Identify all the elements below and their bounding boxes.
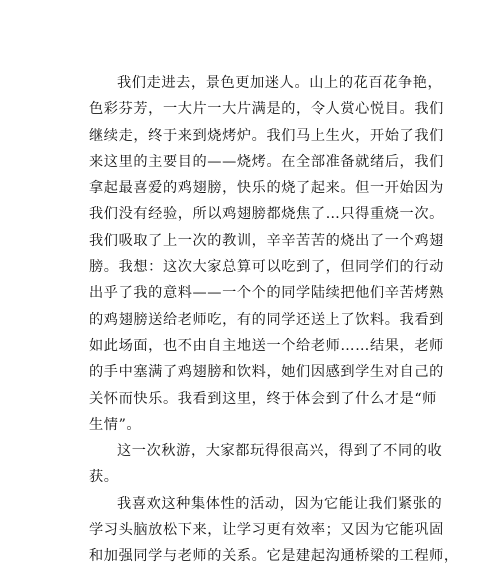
- text-line: 我们吸取了上一次的教训，辛辛苦苦的烧出了一个鸡翅: [89, 232, 444, 249]
- text-line: 关怀而快乐。我看到这里，终于体会到了什么才是“师: [89, 390, 437, 407]
- text-line: 我们走进去，景色更加迷人。山上的花百花争艳，: [117, 75, 443, 91]
- text-line: 我们没有经验，所以鸡翅膀都烧焦了…只得重烧一次。: [89, 206, 444, 223]
- text-line: 和加强同学与老师的关系。它是建起沟通桥梁的工程师，: [89, 548, 459, 565]
- text-line: 的鸡翅膀送给老师吃，有的同学还送上了饮料。我看到: [89, 311, 444, 328]
- document-body: [89, 70, 459, 570]
- paragraph-3: [89, 491, 459, 570]
- text-line: 获。: [89, 469, 119, 486]
- text-line: 继续走，终于来到烧烤炉。我们马上生火，开始了我们: [89, 127, 444, 144]
- text-line: 膀。我想：这次大家总算可以吃到了，但同学们的行动: [89, 259, 444, 276]
- paragraph-2: [89, 438, 443, 491]
- paragraph-1: [89, 70, 444, 438]
- text-line: 如此场面，也不由自主地送一个给老师……结果，老师: [89, 337, 444, 354]
- text-line: 我喜欢这种集体性的活动，因为它能让我们紧张的: [117, 495, 443, 512]
- text-line: 生情”。: [89, 416, 142, 433]
- text-line: 的手中塞满了鸡翅膀和饮料，她们因感到学生对自己的: [89, 364, 444, 381]
- text-line: 来这里的主要目的——烧烤。在全部准备就绪后，我们: [89, 153, 444, 170]
- text-line: 拿起最喜爱的鸡翅膀，快乐的烧了起来。但一开始因为: [89, 180, 444, 197]
- text-line: 学习头脑放松下来，让学习更有效率；又因为它能巩固: [89, 522, 444, 539]
- text-line: 色彩芬芳，一大片一大片满是的，令人赏心悦目。我们: [89, 101, 444, 118]
- text-line: 出乎了我的意料——一个个的同学陆续把他们辛苦烤熟: [89, 285, 444, 302]
- text-line: 这一次秋游，大家都玩得很高兴，得到了不同的收: [117, 443, 443, 460]
